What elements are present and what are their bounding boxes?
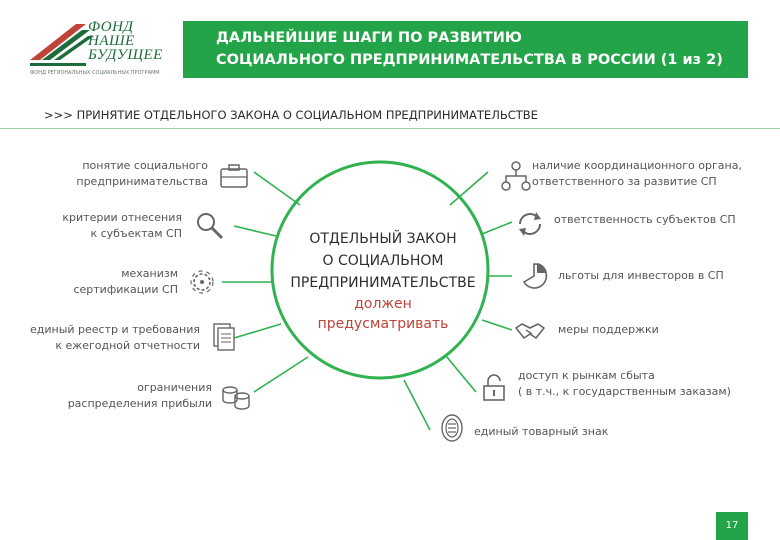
right-item-investor-benefits: льготы для инвесторов в СП — [558, 269, 724, 282]
left-item-concept: понятие социального предпринимательства — [76, 159, 208, 188]
trademark-emblem-icon — [436, 412, 468, 444]
center-law-title: ОТДЕЛЬНЫЙ ЗАКОН О СОЦИАЛЬНОМ ПРЕДПРИНИМАТЕЛЬСТВЕ — [290, 231, 476, 291]
arrows-cycle-icon — [514, 208, 546, 240]
right-item-support-measures: меры поддержки — [558, 323, 659, 336]
bottom-item-trademark: единый товарный знак — [474, 425, 609, 438]
left-item-registry: единый реестр и требования к ежегодной отчетности — [30, 323, 200, 352]
right-item-coordination: наличие координационного органа, ответственного за развитие СП — [532, 159, 742, 188]
handshake-icon — [514, 314, 546, 346]
briefcase-icon — [218, 160, 250, 192]
page-number: 17 — [716, 512, 748, 540]
right-item-market-access: доступ к рынкам сбыта ( в т.ч., к государственным заказам) — [518, 369, 731, 398]
documents-icon — [208, 320, 240, 352]
left-item-criteria: критерии отнесения к субъектам СП — [62, 211, 182, 240]
left-item-certification: механизм сертификации СП — [73, 267, 178, 296]
magnifier-icon — [194, 210, 226, 242]
center-law-subtitle: должен предусматривать — [317, 296, 449, 332]
org-structure-icon — [500, 160, 532, 192]
left-item-profit-limits: ограничения распределения прибыли — [67, 381, 212, 410]
logo-wordmark: ФОНД НАШЕ БУДУЩЕЕ — [88, 19, 163, 63]
pie-chart-icon — [518, 260, 550, 292]
logo-caption: ФОНД РЕГИОНАЛЬНЫХ СОЦИАЛЬНЫХ ПРОГРАММ — [30, 70, 160, 76]
section-subheading: >>> ПРИНЯТИЕ ОТДЕЛЬНОГО ЗАКОНА О СОЦИАЛЬНОМ ПРЕДПРИНИМАТЕЛЬСТВЕ — [44, 108, 538, 122]
lock-icon — [478, 372, 510, 404]
right-item-responsibility: ответственность субъектов СП — [554, 213, 736, 226]
page-title: ДАЛЬНЕЙШИЕ ШАГИ ПО РАЗВИТИЮ СОЦИАЛЬНОГО ПРЕДПРИНИМАТЕЛЬСТВА В РОССИИ (1 из 2) — [216, 30, 723, 68]
gear-icon — [186, 266, 218, 298]
coins-icon — [220, 380, 252, 412]
